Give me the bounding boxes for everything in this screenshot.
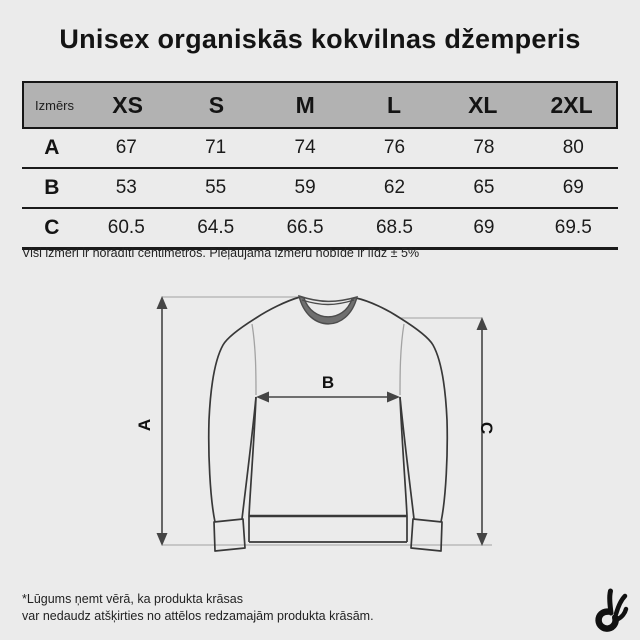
ok-hand-logo xyxy=(592,587,630,633)
color-disclaimer xyxy=(22,591,374,625)
label-b: B xyxy=(321,373,335,392)
table-row-b xyxy=(22,169,618,209)
cell-a-2xl: 80 xyxy=(562,137,584,158)
measure-arrow-a xyxy=(135,296,168,546)
row-label-a: A xyxy=(44,136,60,159)
measure-arrow-c xyxy=(477,317,497,546)
table-row-c xyxy=(22,209,618,250)
cell-a-s: 71 xyxy=(205,137,227,158)
size-column-s: S xyxy=(208,91,225,118)
arrowhead-c-bottom xyxy=(477,533,488,546)
cell-a-l: 76 xyxy=(383,137,406,158)
cell-a-xs: 67 xyxy=(115,137,137,158)
measure-arrow-b xyxy=(256,373,400,403)
arrowhead-a-top xyxy=(157,296,168,309)
label-c: C xyxy=(477,421,496,435)
cell-b-xs: 53 xyxy=(115,177,137,198)
arrowhead-a-bottom xyxy=(157,533,168,546)
size-table-header-label: Izmērs xyxy=(35,97,74,113)
body-left-edge xyxy=(249,397,256,542)
disclaimer-line-1: *Lūgums ņemt vērā, ka produkta krāsas xyxy=(22,592,243,606)
row-label-b: B xyxy=(44,176,60,199)
size-column-xl: XL xyxy=(468,91,498,118)
cell-c-xs: 60.5 xyxy=(107,217,145,238)
body-right-edge xyxy=(400,397,407,542)
cell-b-xl: 65 xyxy=(473,177,495,198)
cell-c-m: 66.5 xyxy=(286,217,324,238)
cell-c-xl: 69 xyxy=(473,217,495,238)
cell-c-l: 68.5 xyxy=(375,217,413,238)
size-table xyxy=(22,81,618,250)
size-table-header-row xyxy=(22,81,618,129)
size-column-m: M xyxy=(295,91,315,118)
size-column-xs: XS xyxy=(112,91,143,118)
right-cuff xyxy=(411,519,442,551)
page-title: Unisex organiskās kokvilnas džemperis xyxy=(59,24,581,54)
left-cuff xyxy=(214,519,245,551)
logo-finger-tall xyxy=(610,591,611,613)
collar xyxy=(299,296,357,324)
cell-b-l: 62 xyxy=(383,177,406,198)
cell-b-s: 55 xyxy=(205,177,227,198)
row-label-c: C xyxy=(44,216,60,239)
arrowhead-b-left xyxy=(256,392,269,403)
cell-a-xl: 78 xyxy=(473,137,495,158)
disclaimer-line-2: var nedaudz atšķirties no attēlos redzamajām produkta krāsām. xyxy=(22,609,374,623)
cell-b-m: 59 xyxy=(294,177,316,198)
ok-hand-icon xyxy=(592,587,630,633)
size-column-2xl: 2XL xyxy=(550,91,593,118)
size-column-l: L xyxy=(386,91,402,118)
cell-b-2xl: 69 xyxy=(562,177,584,198)
cell-a-m: 74 xyxy=(294,137,316,158)
label-a: A xyxy=(135,418,154,432)
sweater-measurement-diagram xyxy=(130,283,510,568)
cell-c-2xl: 69.5 xyxy=(554,217,592,238)
measurement-note: Visi izmēri ir norādīti centimetros. Pieļaujamā izmēru nobīde ir līdz ± 5% xyxy=(22,246,420,260)
arrowhead-b-right xyxy=(387,392,400,403)
sweater-outline xyxy=(209,297,448,551)
cell-c-s: 64.5 xyxy=(197,217,235,238)
arrowhead-c-top xyxy=(477,317,488,330)
table-row-a xyxy=(22,129,618,169)
sweater-diagram-svg xyxy=(130,283,510,568)
